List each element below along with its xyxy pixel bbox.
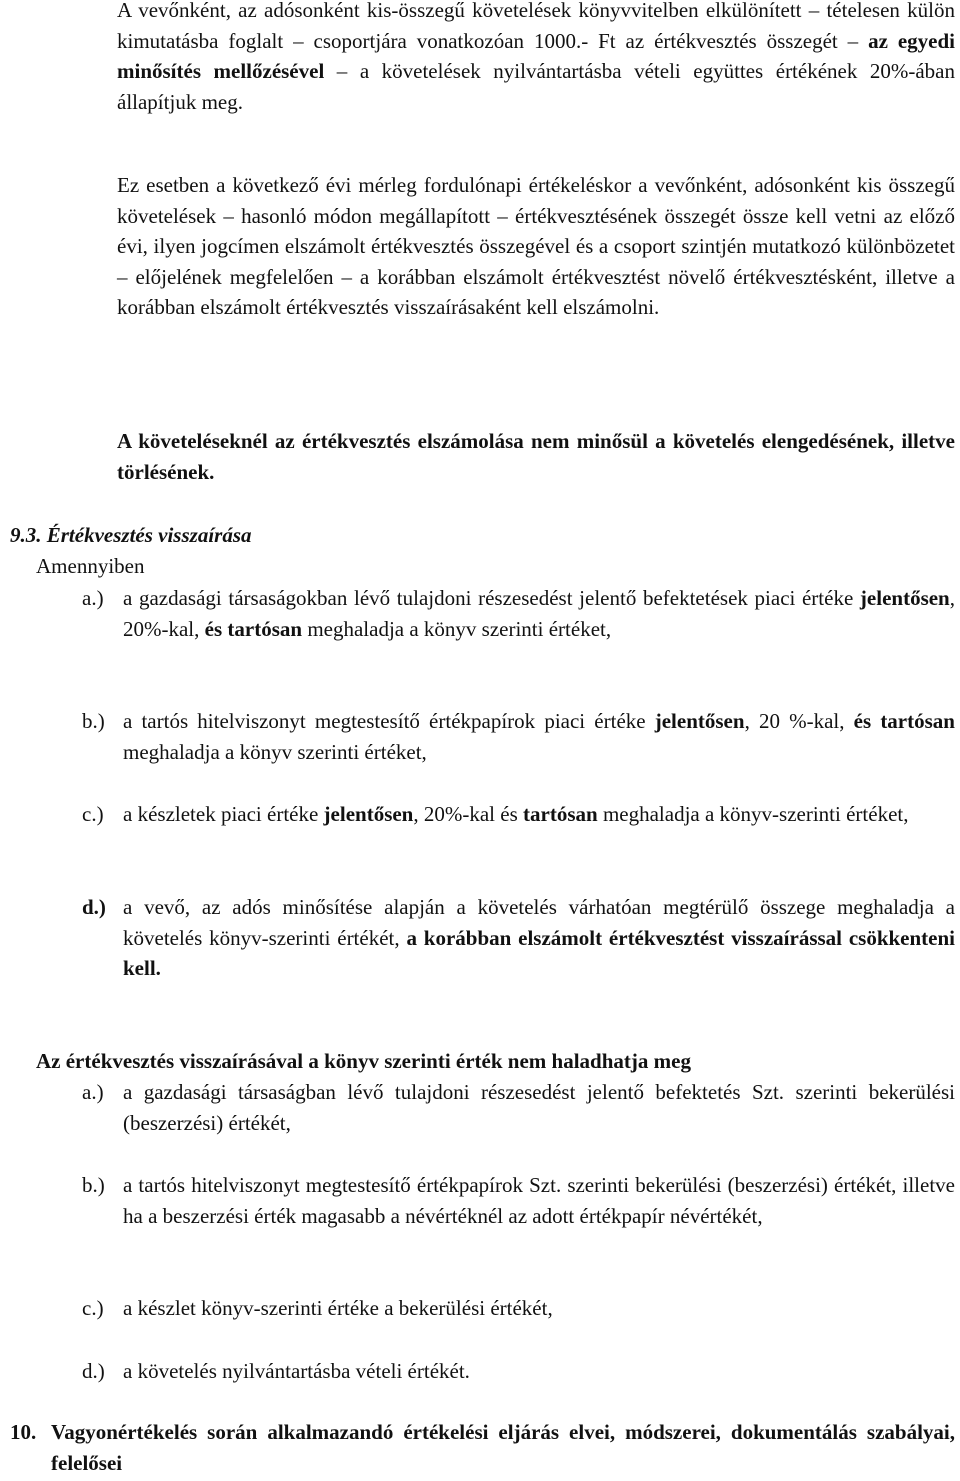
limit-heading: Az értékvesztés visszaírásával a könyv szerinti érték nem haladhatja meg xyxy=(36,1049,691,1073)
list-item-a xyxy=(82,583,955,678)
limit-item-b xyxy=(82,1170,955,1265)
list-item-text: a gazdasági társaságban lévő tulajdoni részesedést jelentő befektetés Szt. szerinti bekerülési (beszerzési) értékét, xyxy=(123,1080,955,1135)
list-item-label: c.) xyxy=(82,802,104,826)
limit-item-a xyxy=(82,1077,955,1142)
paragraph-small-receivables xyxy=(117,0,955,117)
p1-bold: az egyedi minősítés mellőzésével xyxy=(117,28,956,84)
list-item-text: a vevő, az adós minősítése alapján a követelés várhatóan megtérülő összege meghaladja a követelés könyv-szerinti értékét, a korábban elszámolt értékvesztést visszaírással csökkenteni kell. xyxy=(123,895,956,981)
list-item-text: a gazdasági társaságokban lévő tulajdoni részesedést jelentő befektetések piaci értéke jelentősen, 20%-kal, és tartósan meghaladja a könyv szerinti értéket, xyxy=(123,586,955,641)
list-item-text: a tartós hitelviszonyt megtestesítő értékpapírok Szt. szerinti bekerülési (beszerzési) értékét, illetve ha a beszerzési érték magasabb a névértéknél az adott értékpapír névértékét, xyxy=(123,1173,955,1228)
p1-tail: – a követelések nyilvántartásba vételi együttes értékének 20%-ában állapítjuk meg. xyxy=(117,59,955,114)
list-item-c xyxy=(82,799,955,864)
list-item-label: b.) xyxy=(82,1173,105,1197)
list-item-text: a készletek piaci értéke jelentősen, 20%-kal és tartósan meghaladja a könyv-szerinti értéket, xyxy=(123,802,909,826)
list-item-label: d.) xyxy=(82,895,106,919)
section-10-heading xyxy=(10,1417,955,1481)
list-item-label: b.) xyxy=(82,709,105,733)
list-item-text: a készlet könyv-szerinti értéke a bekerülési értékét, xyxy=(123,1296,553,1320)
list-item-text: a tartós hitelviszonyt megtestesítő értékpapírok piaci értéke jelentősen, 20 %-kal, és tartósan meghaladja a könyv szerinti értéket, xyxy=(123,709,955,764)
list-item-text: a követelés nyilvántartásba vételi értékét. xyxy=(123,1359,470,1383)
limit-item-d xyxy=(82,1356,955,1390)
section-9-3-intro: Amennyiben xyxy=(36,554,145,578)
list-item-label: d.) xyxy=(82,1359,105,1383)
paragraph-next-year-valuation: Ez esetben a következő évi mérleg fordulónapi értékeléskor a vevőnként, adósonként kis összegű követelések – hasonló módon megállapított – értékvesztésének összegét össze kell vetni az előző évi, ilyen jogcímen elszámolt értékvesztés összegével és a csoport szintjén mutatkozó különbözetet – előjelének megfelelően – a korábban elszámolt értékvesztést növelő értékvesztésként, illetve a korábban elszámolt értékvesztés visszaírásaként kell elszámolni. xyxy=(117,173,955,320)
paragraph-not-forgiveness: A követeléseknél az értékvesztés elszámolása nem minősül a követelés elengedésének, illetve törlésének. xyxy=(117,429,955,484)
limit-item-c xyxy=(82,1293,955,1327)
section-title: Vagyonértékelés során alkalmazandó értékelési eljárás elvei, módszerei, dokumentálás szabályai, felelősei xyxy=(51,1420,955,1475)
section-number: 10. xyxy=(10,1420,37,1444)
section-9-3-heading: 9.3. Értékvesztés visszaírása xyxy=(10,523,252,547)
list-item-label: a.) xyxy=(82,586,104,610)
list-item-label: c.) xyxy=(82,1296,104,1320)
list-item-b xyxy=(82,706,955,771)
list-item-d xyxy=(82,892,955,987)
list-item-label: a.) xyxy=(82,1080,104,1104)
p1-lead: A vevőnként, az adósonként kis-összegű követelések könyvvitelben elkülönített – tételesen külön kimutatásba foglalt – csoportjára vonatkozóan 1000.- Ft az értékvesztés összegét – xyxy=(117,0,955,53)
